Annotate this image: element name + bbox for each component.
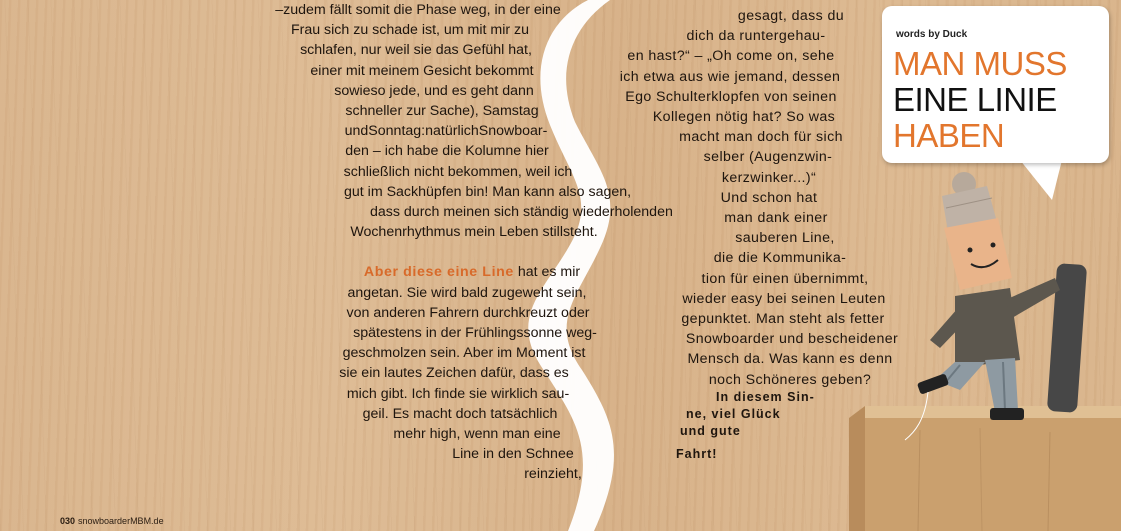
wooden-block <box>849 406 1121 531</box>
text-line: Ego Schulterklopfen von seinen <box>625 88 837 105</box>
text-line: tion für einen übernimmt, <box>701 270 869 287</box>
text-line: angetan. Sie wird bald zugeweht sein, <box>347 284 587 301</box>
text-line: den – ich habe die Kolumne hier <box>345 143 549 160</box>
headline <box>893 46 1067 154</box>
page-footer <box>60 516 164 526</box>
text-line: Wochenrhythmus mein Leben stillsteht. <box>350 224 598 241</box>
speech-bubble-tail <box>1020 160 1062 200</box>
text-line: schließlich nicht bekommen, weil ich <box>343 163 573 180</box>
text-line: In diesem Sin- <box>716 390 815 404</box>
text-line: wieder easy bei seinen Leuten <box>682 290 886 307</box>
text-line: gepunktet. Man steht als fetter <box>681 311 885 328</box>
text-line: geil. Es macht doch tatsächlich <box>362 405 558 422</box>
text-line: noch Schöneres geben? <box>708 371 872 388</box>
text-line: Kollegen nötig hat? So was <box>652 109 836 126</box>
text-line: Und schon hat <box>720 189 818 206</box>
site-name: snowboarderMBM.de <box>78 516 164 526</box>
text-line: Line in den Schnee <box>452 446 574 463</box>
text-line: man dank einer <box>724 210 828 227</box>
text-line: undSonntag:natürlichSnowboar- <box>344 123 548 140</box>
highlight-phrase: Aber diese eine Line <box>363 264 514 281</box>
byline: words by Duck <box>896 29 968 40</box>
text-line: Snowboarder und bescheidener <box>685 331 899 348</box>
left-text-column <box>228 0 673 485</box>
text-line: von anderen Fahrern durchkreuzt oder <box>346 304 590 321</box>
text-line: mich gibt. Ich finde sie wirklich sau- <box>346 385 570 402</box>
text-line: einer mit meinem Gesicht bekommt <box>310 62 534 79</box>
text-line: die die Kommunika- <box>713 250 847 267</box>
text-fragment: hat es mir <box>513 264 581 281</box>
text-line: und gute <box>680 424 741 438</box>
text-line: –zudem fällt somit die Phase weg, in der eine <box>275 2 561 18</box>
text-line: dass durch meinen sich ständig wiederholenden <box>370 204 673 221</box>
headline-line-2: EINE LINIE <box>893 81 1057 118</box>
text-line: ich etwa aus wie jemand, dessen <box>619 68 841 85</box>
text-line: dich da runtergehau- <box>686 28 826 45</box>
right-text-column <box>558 6 908 390</box>
closing-text <box>676 389 815 463</box>
page-number: 030 <box>60 516 76 526</box>
text-line: selber (Augenzwin- <box>703 149 833 166</box>
text-line: schneller zur Sache), Samstag <box>345 103 539 120</box>
text-line: en hast?“ – „Oh come on, sehe <box>627 48 835 65</box>
text-line: sauberen Line, <box>735 230 835 247</box>
text-line: sie ein lautes Zeichen dafür, dass es <box>339 365 569 382</box>
text-line: spätestens in der Frühlingssonne weg- <box>353 325 597 342</box>
paragraph-gap <box>228 242 608 262</box>
text-line: mehr high, wenn man eine <box>393 426 561 443</box>
headline-line-1: MAN MUSS <box>893 45 1067 82</box>
text-line: ne, viel Glück <box>686 407 781 421</box>
duck-character <box>905 172 1060 440</box>
text-line: gesagt, dass du <box>737 8 845 24</box>
text-line: schlafen, nur weil sie das Gefühl hat, <box>300 42 532 59</box>
text-line: Frau sich zu schade ist, um mit mir zu <box>290 22 530 39</box>
headline-line-3: HABEN <box>893 117 1005 154</box>
text-line: geschmolzen sein. Aber im Moment ist <box>342 345 586 362</box>
text-line: Mensch da. Was kann es denn <box>687 351 893 368</box>
text-line: macht man doch für sich <box>679 129 843 146</box>
text-line: gut im Sackhüpfen bin! Man kann also sagen, <box>344 183 632 200</box>
text-line: kerzwinker...)“ <box>721 169 817 186</box>
text-line: sowieso jede, und es geht dann <box>334 82 534 99</box>
text-line: Fahrt! <box>676 447 718 461</box>
text-line: reinzieht, <box>524 466 582 483</box>
